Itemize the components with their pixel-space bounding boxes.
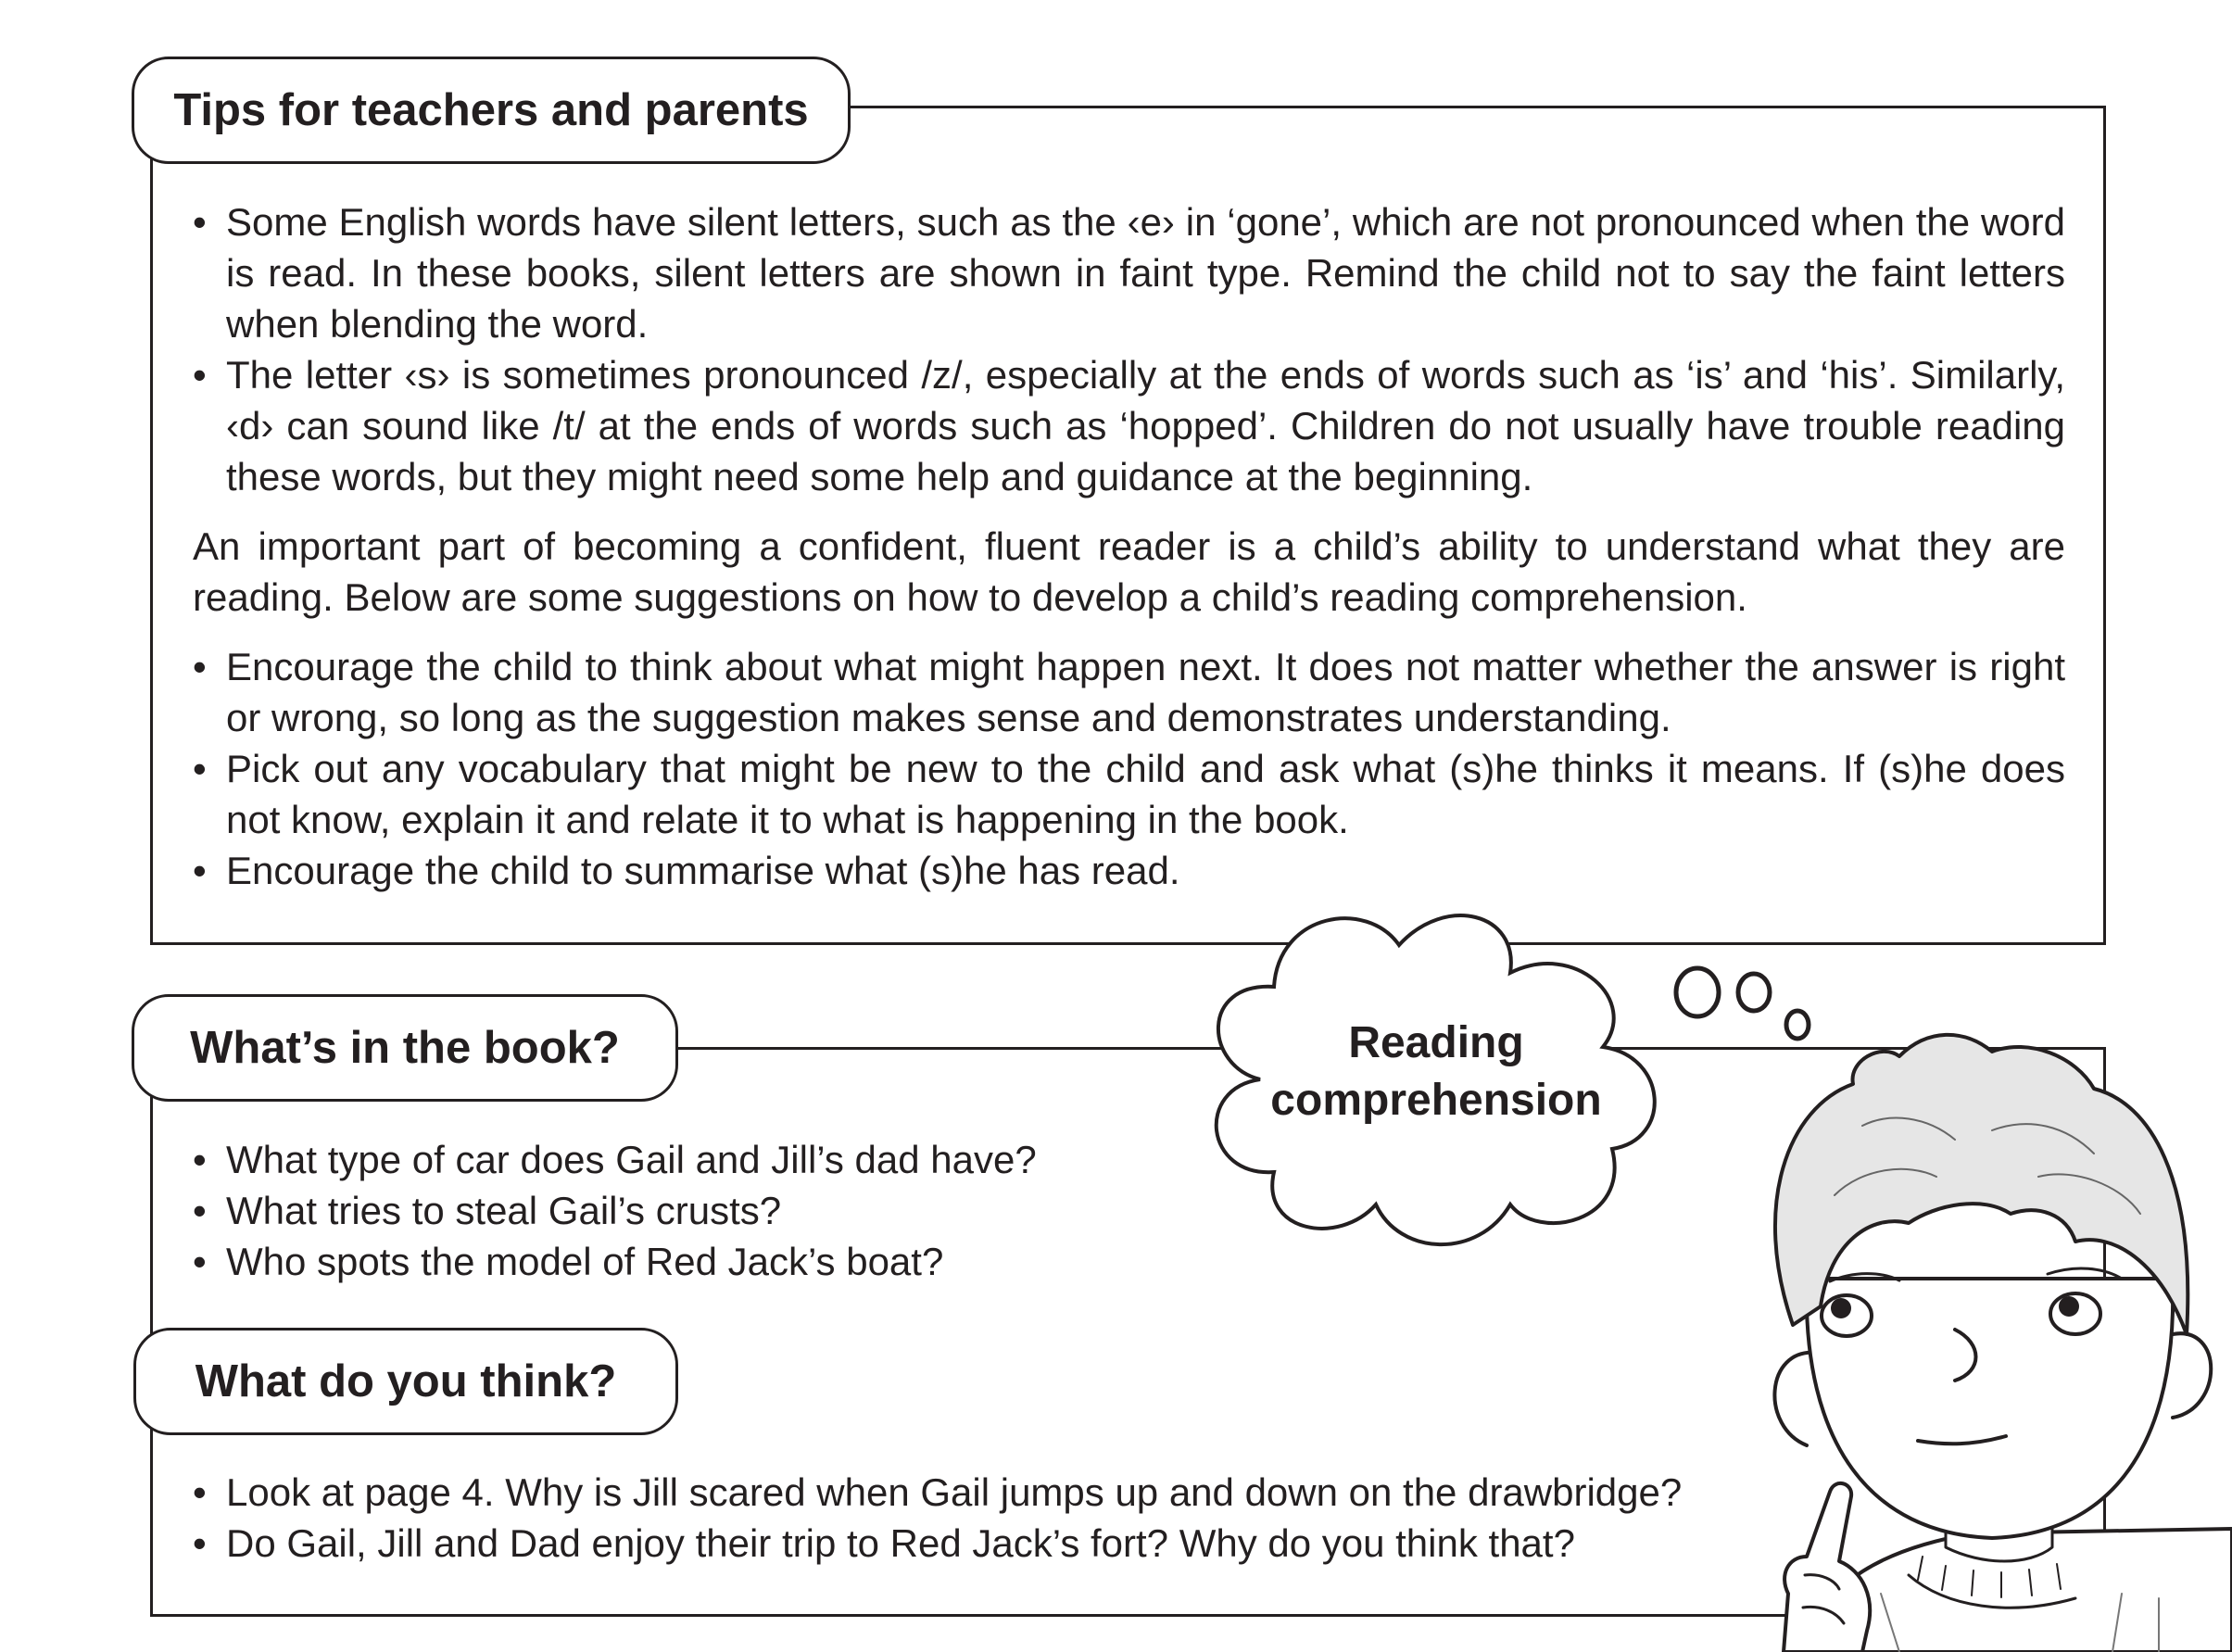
- think-questions-list: [193, 1467, 1860, 1569]
- list-item: • Look at page 4. Why is Jill scared when Gail jumps up and down on the drawbridge?: [193, 1467, 1860, 1518]
- book-questions: [193, 1134, 1490, 1287]
- tips-heading: Tips for teachers and parents: [132, 57, 851, 164]
- thought-bubble-icon: [1676, 968, 1719, 1016]
- list-item: • Some English words have silent letters, such as the ‹e› in ‘gone’, which are not pronounced when the word is read. In these books, silent letters are shown in faint type. Remind the child not to say the faint letters when blending the word.: [193, 196, 2065, 349]
- reading-comprehension-label: [1242, 1015, 1631, 1129]
- think-questions: [193, 1467, 1860, 1569]
- thought-bubble-icon: [1738, 974, 1770, 1011]
- cloud-label-line1: Reading: [1348, 1018, 1524, 1067]
- list-item: • Pick out any vocabulary that might be new to the child and ask what (s)he thinks it means. If (s)he does not know, explain it and relate it to what is happening in the book.: [193, 743, 2065, 845]
- comprehension-intro: An important part of becoming a confident, fluent reader is a child’s ability to understand what they are reading. Below are some suggestions on how to develop a child’s reading comprehension.: [193, 524, 2065, 619]
- list-item: • The letter ‹s› is sometimes pronounced /z/, especially at the ends of words such as ‘is’ and ‘his’. Similarly, ‹d› can sound like /t/ at the ends of words such as ‘hopped’. Children do not usually have trouble reading these words, but they might need some help and guidance at the beginning.: [193, 349, 2065, 502]
- book-heading: What’s in the book?: [132, 994, 678, 1102]
- list-item: • What tries to steal Gail’s crusts?: [193, 1185, 1490, 1236]
- list-item: • Who spots the model of Red Jack’s boat?: [193, 1236, 1490, 1287]
- list-item: • Encourage the child to think about what might happen next. It does not matter whether the answer is right or wrong, so long as the suggestion makes sense and demonstrates understanding.: [193, 641, 2065, 743]
- thought-bubble-icon: [1786, 1011, 1809, 1039]
- list-item: • Do Gail, Jill and Dad enjoy their trip to Red Jack’s fort? Why do you think that?: [193, 1518, 1860, 1569]
- cloud-label-line2: comprehension: [1270, 1076, 1602, 1125]
- think-heading: What do you think?: [133, 1328, 678, 1435]
- list-item: • Encourage the child to summarise what (s)he has read.: [193, 845, 2065, 896]
- list-item: • What type of car does Gail and Jill’s dad have?: [193, 1134, 1490, 1185]
- book-questions-list: [193, 1134, 1490, 1287]
